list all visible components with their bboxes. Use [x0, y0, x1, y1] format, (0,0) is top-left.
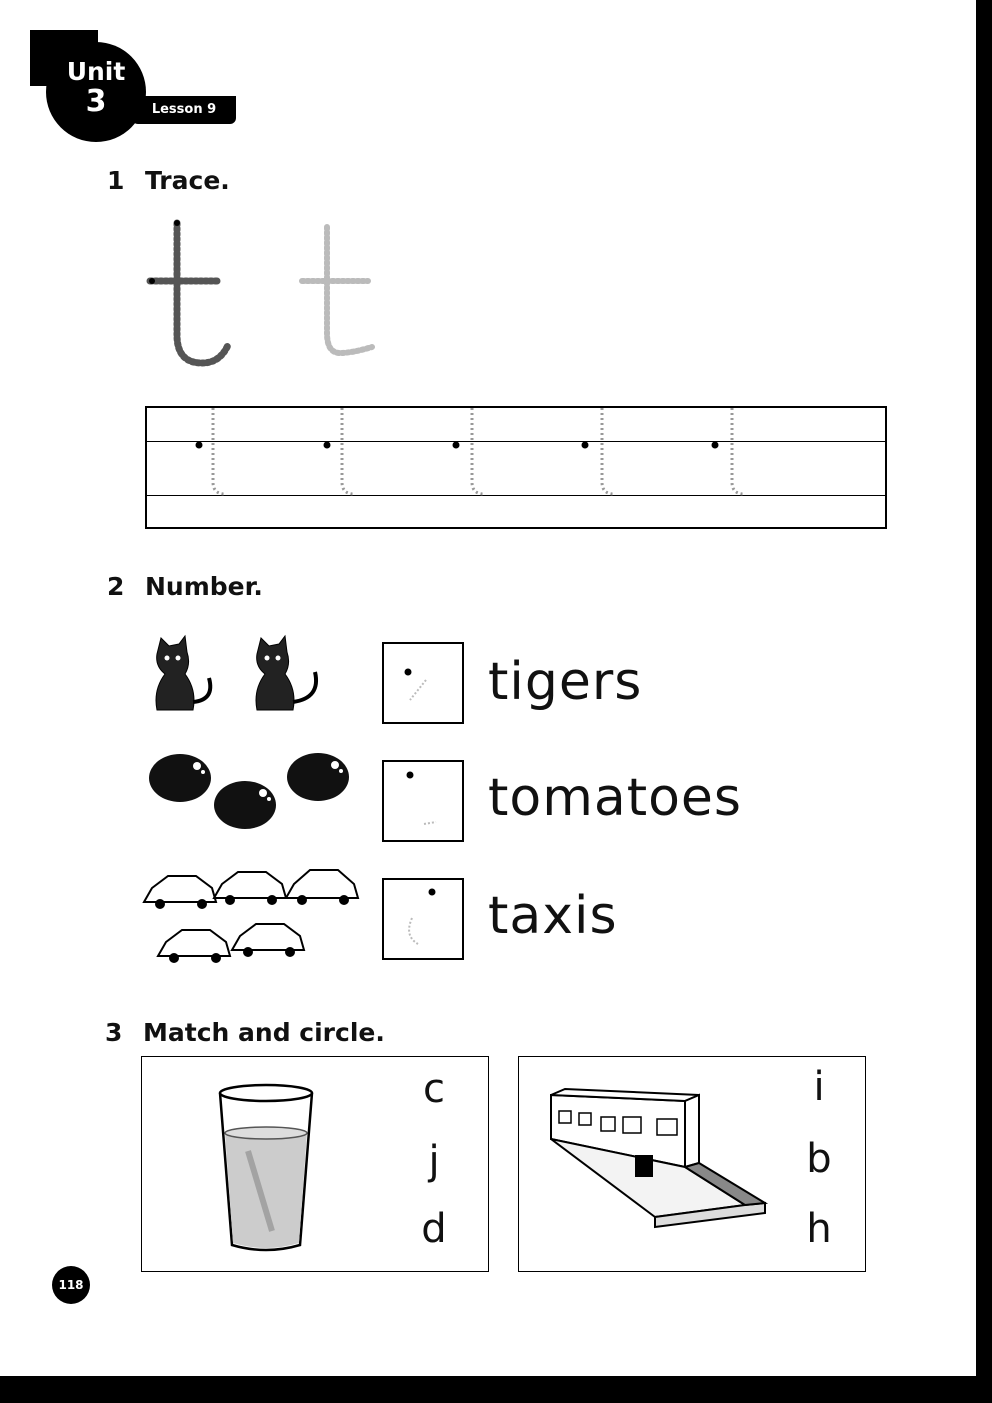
section-1-title: Trace.: [145, 166, 230, 195]
glass-of-water-icon: [214, 1081, 318, 1257]
trace-writing-box: [145, 406, 887, 529]
letter-d[interactable]: d: [421, 1206, 447, 1252]
lesson-tab: Lesson 9: [132, 96, 236, 124]
taxis-number-box[interactable]: [382, 878, 464, 960]
section-1-heading: [107, 166, 230, 195]
section-3-number: 3: [105, 1018, 123, 1047]
letter-h[interactable]: h: [806, 1206, 832, 1252]
section-2-title: Number.: [145, 572, 263, 601]
letter-i[interactable]: i: [813, 1064, 825, 1110]
page-number: 118: [52, 1266, 90, 1304]
tomato-icon: [145, 750, 355, 835]
match-box-glass: [141, 1056, 489, 1272]
section-3-heading: [105, 1018, 385, 1047]
taxi-icon: [140, 862, 365, 967]
section-2-heading: [107, 572, 263, 601]
section-2-number: 2: [107, 572, 125, 601]
letter-b[interactable]: b: [806, 1136, 832, 1182]
trace-box-letter-guides: [147, 408, 885, 527]
unit-number: 3: [85, 84, 107, 119]
trace-letter-t-guides: [140, 215, 400, 375]
tiger-icon: [145, 630, 335, 720]
word-taxis: taxis: [488, 886, 618, 946]
word-tigers: tigers: [488, 652, 643, 712]
match-box-house: [518, 1056, 866, 1272]
section-1-number: 1: [107, 166, 125, 195]
unit-badge: [46, 42, 146, 142]
word-tomatoes: tomatoes: [488, 768, 743, 828]
unit-word: Unit: [66, 57, 126, 86]
section-3-title: Match and circle.: [143, 1018, 385, 1047]
letter-c[interactable]: c: [423, 1066, 445, 1112]
tigers-number-box[interactable]: [382, 642, 464, 724]
tomatoes-number-box[interactable]: [382, 760, 464, 842]
house-icon: [545, 1087, 775, 1229]
letter-j[interactable]: j: [428, 1138, 440, 1184]
